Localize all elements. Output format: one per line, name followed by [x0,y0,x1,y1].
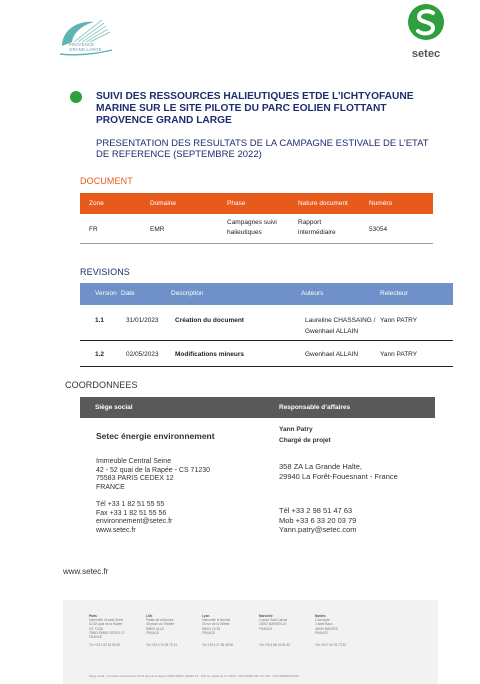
cell-description: Modifications mineurs [175,351,244,358]
col-zone: Zone [89,200,104,207]
office-city: Lille [146,614,153,618]
office-line: 20 rue de la Villette [202,622,230,627]
office-line: FRANCE [89,635,103,640]
office-line: CS 71230 [89,626,104,631]
cell-phase-line-2: halieutiques [227,229,262,236]
office-line: Palais de la Bourse [146,618,174,623]
col-date: Date [121,290,135,297]
coordonnees-section-label: COORDONNEES [65,380,138,390]
office-line: Immeuble le Bonnel [202,618,231,623]
logo-text-line-2: GRAND LARGE [69,47,102,52]
office-city: Paris [89,614,97,618]
office-tel: Tél +33 1 82 51 55 55 [89,643,121,648]
cell-numero: 53054 [369,226,388,233]
office-line: FRANCE [202,630,216,635]
cell-date: 02/05/2023 [126,351,159,358]
table-row [80,341,453,367]
office-paris [89,614,124,647]
coordonnees-table-header [80,397,435,418]
coordonnees-body [80,418,435,568]
responsable-tel: Tél +33 2 98 51 47 63 [279,506,353,515]
col-relecteur: Relecteur [380,290,408,297]
responsable-identity [279,424,331,446]
table-row [80,305,453,341]
col-version: Version [95,290,117,297]
office-lille [146,614,177,647]
office-nantes [315,614,346,647]
responsable-address [279,462,398,481]
cell-relecteur: Yann PATRY [380,317,418,324]
office-city: Lyon [202,614,210,618]
office-line: FRANCE [259,626,273,631]
col-description: Description [171,290,204,297]
cell-description: Création du document [175,317,244,324]
logo-text-line-1: PROVENCE [69,42,95,47]
siege-fax: Fax +33 1 82 51 55 56 [96,509,167,517]
setec-s-icon [406,2,446,42]
responsable-contact [279,506,357,535]
table-row [80,214,433,244]
coordonnees-table [80,397,435,568]
document-table [80,193,433,244]
cell-domaine: EMR [150,226,165,233]
office-line: Immeuble Central Seine [89,618,124,623]
setec-logo [404,2,448,66]
cell-date: 31/01/2023 [126,317,159,324]
office-marseille [259,614,290,647]
setec-wordmark: setec [411,48,441,60]
cell-auteurs-line-2: Gwenhael ALLAIN [305,328,359,335]
revisions-table [80,283,453,367]
responsable-address-line-1: 358 ZA La Grande Halte, [279,462,362,471]
document-section-label: DOCUMENT [80,176,133,186]
provence-grand-large-logo [56,16,116,62]
col-numero: Numéro [369,200,393,207]
col-auteurs: Auteurs [301,290,324,297]
office-line: FRANCE [315,630,329,635]
cell-nature-line-1: Rapport [298,219,322,226]
office-line: 69003 LYON [202,626,221,631]
office-line: L’Acropole [315,618,330,623]
office-lyon [202,614,233,647]
office-tel: Tél +33 2 44 76 73 30 [315,643,347,648]
siege-contact [96,501,172,535]
office-line: 2 allée Baco [315,622,333,627]
office-tel: Tél +33 4 86 15 61 60 [259,643,291,648]
office-line: 42-52 quai de la Rapée [89,622,123,627]
responsable-address-line-2: 29940 La Forêt-Fouesnant - France [279,471,398,481]
siege-address-line-3: 75583 PARIS CEDEX 12 [96,475,174,483]
office-city: Marseille [259,614,273,618]
office-tel: Tél +33 3 74 09 70 31 [146,643,178,648]
cell-zone: FR [89,226,98,233]
cell-auteurs-line-1: Gwenhael ALLAIN [305,351,359,358]
document-table-header [80,193,433,214]
website-link[interactable]: www.setec.fr [63,567,109,576]
siege-address [96,458,210,492]
office-line: 13002 MARSEILLE [259,622,287,627]
cell-phase-line-1: Campagnes suivi [227,219,277,226]
col-nature: Nature document [298,200,348,207]
cell-nature-line-2: intermédiaire [298,229,336,236]
document-subtitle: PRESENTATION DES RESULTATS DE LA CAMPAGNE ESTIVALE DE L’ETAT DE REFERENCE (SEPTEMBRE 2022) [96,138,429,160]
cell-auteurs-line-1: Laureline CHASSAING / [305,317,376,324]
revisions-section-label: REVISIONS [80,267,130,277]
office-line: 44000 NANTES [315,626,338,631]
footer-legal-text: Siège social : Immeuble Central Seine 42-52 quai de la Rapée 75583 PARIS CEDEX 12 - SAS au capital de 177 800 € - RCS PARIS 350 737 334 - TVA FR18350737334 [89,674,299,678]
col-responsable: Responsable d’affaires [279,404,351,411]
office-city: Nantes [315,614,326,618]
siege-address-line-2: 42 - 52 quai de la Rapée - CS 71230 [96,466,211,474]
col-domaine: Domaine [150,200,177,207]
col-siege: Siège social [95,404,133,411]
cell-version: 1.2 [95,351,105,358]
wave-logo-icon [56,16,116,62]
office-line: 40 place du Théâtre [146,622,175,627]
responsable-name: Yann Patry [279,426,313,433]
document-title: SUIVI DES RESSOURCES HALIEUTIQUES ETDE L’ICHTYOFAUNE MARINE SUR LE SITE PILOTE DU PARC EOLIEN FLOTTANT PROVENCE GRAND LARGE [96,91,414,126]
siege-web-link[interactable]: www.setec.fr [96,526,136,534]
office-line: FRANCE [146,630,160,635]
footer-offices [63,600,438,684]
siege-address-line-4: FRANCE [96,483,125,491]
revisions-table-header [80,283,453,305]
cell-relecteur: Yann PATRY [380,351,418,358]
cell-version: 1.1 [95,317,105,324]
office-line: 75583 PARIS CEDEX 12 [89,630,125,635]
responsable-email-link[interactable]: Yann.patry@setec.com [279,525,357,534]
office-line: 59800 LILLE [146,626,165,631]
office-line: 4 place Sadi Carnot [259,618,287,623]
siege-address-line-1: Immeuble Central Seine [96,458,172,465]
office-tel: Tél +33 4 27 85 48 50 [202,643,234,648]
siege-tel: Tél +33 1 82 51 55 55 [96,501,165,508]
title-bullet-icon [70,91,82,103]
responsable-role: Chargé de projet [279,437,331,444]
siege-email-link[interactable]: environnement@setec.fr [96,518,173,526]
responsable-mob: Mob +33 6 33 20 03 79 [279,515,357,525]
company-name: Setec énergie environnement [96,431,215,441]
col-phase: Phase [227,200,246,207]
